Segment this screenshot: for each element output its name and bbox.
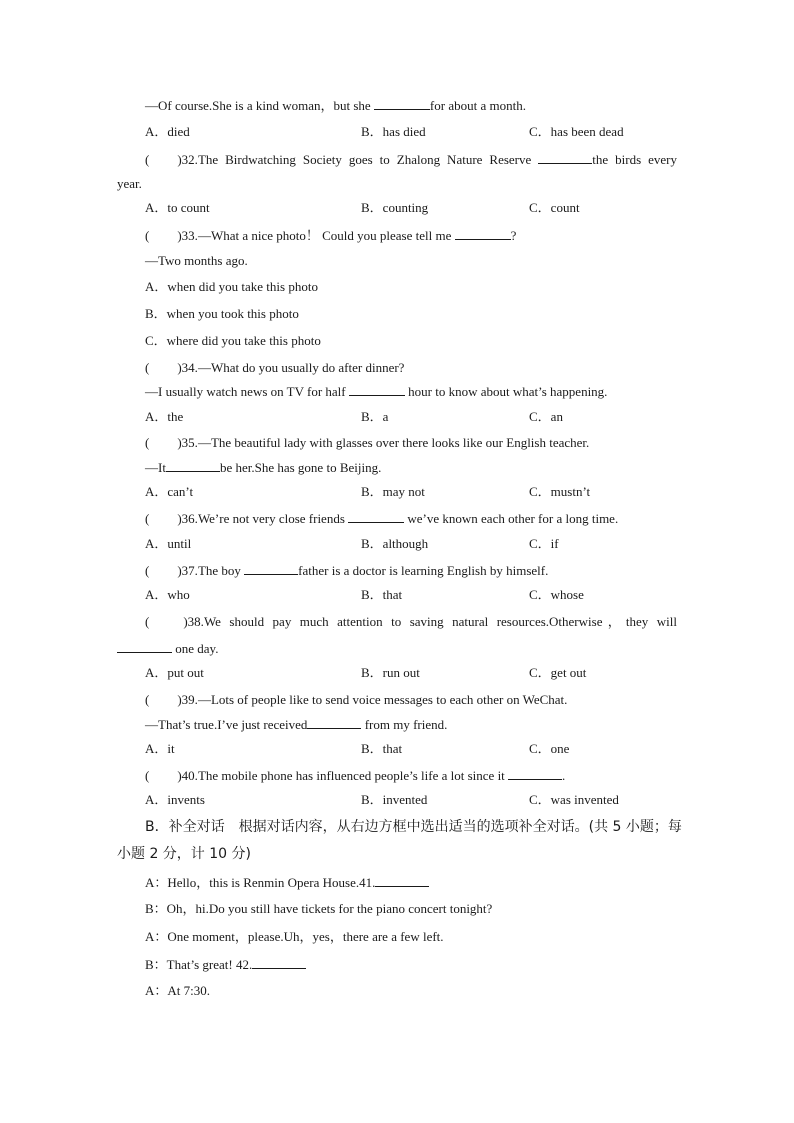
dialogue-a1: A：Hello，this is Renmin Opera House.41. xyxy=(145,874,429,891)
q36-question: ( )36.We’re not very close friends we’ve known each other for a long time. xyxy=(145,511,619,526)
dialogue-blank-41 xyxy=(375,874,429,887)
q34-blank xyxy=(349,383,405,396)
q34-option-c: C．an xyxy=(529,409,563,424)
q37-blank xyxy=(244,562,298,575)
q32-blank xyxy=(538,151,592,164)
q31-option-b: B．has died xyxy=(361,124,426,139)
dialogue-a3: A：At 7:30. xyxy=(145,983,211,998)
q31-option-a: A．died xyxy=(145,124,190,139)
q31-answer-line: —Of course.She is a kind woman，but she for about a month. xyxy=(145,98,526,113)
q39-option-c: C．one xyxy=(529,741,570,756)
section-b-heading-cont: 小题 2 分，计 10 分) xyxy=(117,846,251,862)
q33-option-a: A．when did you take this photo xyxy=(145,279,318,294)
q35-option-a: A．can’t xyxy=(145,484,194,499)
q38-option-c: C．get out xyxy=(529,665,587,680)
q31-blank xyxy=(374,97,430,110)
q32-option-c: C．count xyxy=(529,200,580,215)
q35-blank xyxy=(166,459,220,472)
q39-blank xyxy=(307,716,361,729)
q33-option-b: B．when you took this photo xyxy=(145,306,299,321)
q32-option-a: A．to count xyxy=(145,200,210,215)
q39-answer: —That’s true.I’ve just received from my friend. xyxy=(145,717,448,732)
q36-option-c: C．if xyxy=(529,536,559,551)
q40-question: ( )40.The mobile phone has influenced people’s life a lot since it . xyxy=(145,768,566,783)
q33-question: ( )33.—What a nice photo！ Could you please tell me ? xyxy=(145,228,517,243)
dialogue-blank-42 xyxy=(252,956,306,969)
q33-answer: —Two months ago. xyxy=(145,253,248,268)
q38-option-b: B．run out xyxy=(361,665,420,680)
q38-continuation: one day. xyxy=(117,640,218,657)
q35-option-b: B．may not xyxy=(361,484,425,499)
q37-option-a: A．who xyxy=(145,587,190,602)
q32-option-b: B．counting xyxy=(361,200,429,215)
q34-question: ( )34.—What do you usually do after dinner? xyxy=(145,360,405,375)
q38-option-a: A．put out xyxy=(145,665,204,680)
q36-option-a: A．until xyxy=(145,536,192,551)
q39-option-b: B．that xyxy=(361,741,403,756)
dialogue-b1: B：Oh，hi.Do you still have tickets for the piano concert tonight? xyxy=(145,901,493,916)
q35-option-c: C．mustn’t xyxy=(529,484,591,499)
q36-blank xyxy=(348,510,404,523)
q34-option-a: A．the xyxy=(145,409,184,424)
q37-option-c: C．whose xyxy=(529,587,584,602)
q33-blank xyxy=(455,227,511,240)
q40-blank xyxy=(508,767,562,780)
section-b-heading: B．补全对话 根据对话内容，从右边方框中选出适当的选项补全对话。(共 5 小题；每 xyxy=(145,819,682,835)
q37-option-b: B．that xyxy=(361,587,403,602)
q39-option-a: A．it xyxy=(145,741,175,756)
q40-option-c: C．was invented xyxy=(529,792,619,807)
q38-blank xyxy=(117,640,172,653)
q32-question: ( )32.The Birdwatching Society goes to Zhalong Nature Reserve the birds every xyxy=(145,152,677,167)
q39-question: ( )39.—Lots of people like to send voice messages to each other on WeChat. xyxy=(145,692,568,707)
q34-answer: —I usually watch news on TV for half hour to know about what’s happening. xyxy=(145,384,608,399)
q35-question: ( )35.—The beautiful lady with glasses over there looks like our English teacher. xyxy=(145,435,590,450)
q34-option-b: B．a xyxy=(361,409,389,424)
q32-continuation: year. xyxy=(117,176,142,191)
q40-option-a: A．invents xyxy=(145,792,205,807)
q36-option-b: B．although xyxy=(361,536,429,551)
q31-option-c: C．has been dead xyxy=(529,124,624,139)
dialogue-b2: B：That’s great! 42. xyxy=(145,956,306,973)
q37-question: ( )37.The boy father is a doctor is learning English by himself. xyxy=(145,563,549,578)
q35-answer: —It be her.She has gone to Beijing. xyxy=(145,460,382,475)
q40-option-b: B．invented xyxy=(361,792,428,807)
q33-option-c: C．where did you take this photo xyxy=(145,333,321,348)
q38-question: ( )38.We should pay much attention to saving natural resources.Otherwise，they will xyxy=(145,614,677,629)
dialogue-a2: A：One moment，please.Uh，yes，there are a few left. xyxy=(145,929,444,944)
